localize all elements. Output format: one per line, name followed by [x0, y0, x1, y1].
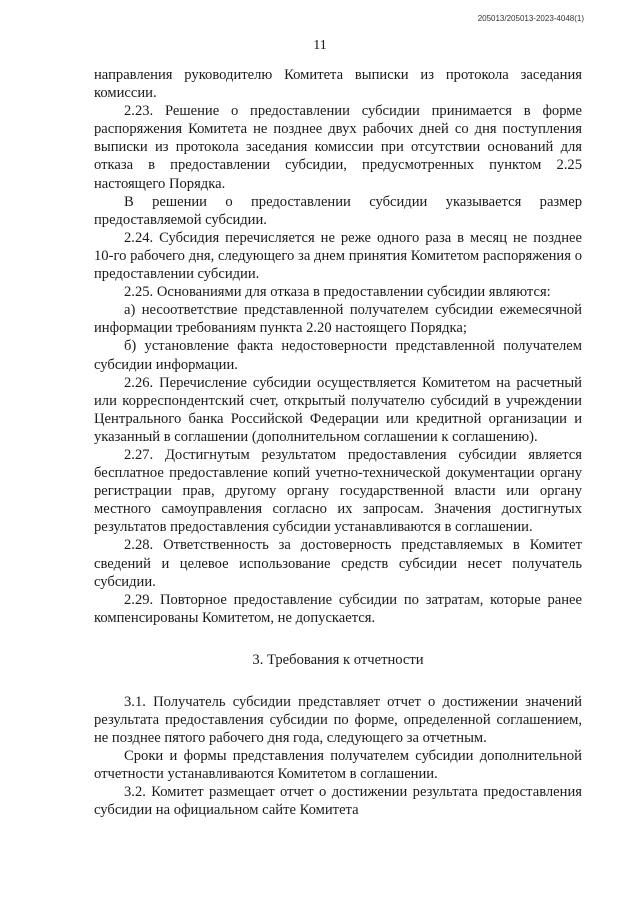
paragraph: Сроки и формы представления получателем субсидии дополнительной отчетности устанавливаются Комитетом в соглашении.	[94, 748, 582, 783]
paragraph: 2.24. Субсидия перечисляется не реже одного раза в месяц не позднее 10-го рабочего дня, следующего за днем принятия Комитетом распоряжения о предоставлении субсидии.	[94, 229, 582, 283]
document-body	[94, 66, 582, 820]
clauses-section-3	[94, 693, 582, 820]
paragraph: 3.1. Получатель субсидии представляет отчет о достижении значений результата предоставления субсидии по форме, определенной соглашением, не позднее пятого рабочего дня года, следующего за отчетным.	[94, 693, 582, 747]
document-id: 205013/205013-2023-4048(1)	[477, 14, 584, 23]
paragraph: 2.25. Основаниями для отказа в предоставлении субсидии являются:	[124, 284, 551, 301]
section-title: 3. Требования к отчетности	[252, 651, 424, 668]
paragraph: 2.26. Перечисление субсидии осуществляется Комитетом на расчетный или корреспондентский счет, открытый получателю субсидий в учреждении Центрального банка Российской Федерации или кредитной организации и указанный в соглашении (дополнительном соглашении к соглашению).	[94, 374, 582, 445]
paragraph: 2.28. Ответственность за достоверность представляемых в Комитет сведений и целевое использование средств субсидии несет получатель субсидии.	[94, 537, 582, 590]
page-number: 11	[313, 38, 327, 53]
paragraph: 2.27. Достигнутым результатом предоставления субсидии является бесплатное предоставление копий учетно-технической документации органу регистрации прав, другому органу государственной власти или органу местного самоуправления согласно их запросам. Значения достигнутых результатов предоставления субсидии устанавливаются в соглашении.	[94, 446, 582, 536]
paragraph: а) несоответствие представленной получателем субсидии ежемесячной информации требованиям пункта 2.20 настоящего Порядка;	[94, 302, 582, 337]
paragraph: 3.2. Комитет размещает отчет о достижении результата предоставления субсидии на официальном сайте Комитета	[94, 784, 582, 819]
paragraph: 2.29. Повторное предоставление субсидии по затратам, которые ранее компенсированы Комитетом, не допускается.	[94, 591, 582, 626]
paragraph: 2.23. Решение о предоставлении субсидии принимается в форме распоряжения Комитета не позднее двух рабочих дней со дня поступления выписки из протокола заседания комиссии при отсутствии оснований для отказа в предоставлении субсидии, предусмотренных пунктом 2.25 настоящего Порядка.	[94, 103, 582, 192]
paragraph: В решении о предоставлении субсидии указывается размер предоставляемой субсидии.	[94, 193, 582, 228]
paragraph: направления руководителю Комитета выписки из протокола заседания комиссии.	[94, 67, 582, 102]
paragraph: б) установление факта недостоверности представленной получателем субсидии информации.	[94, 338, 582, 373]
clauses-section-2	[94, 66, 582, 627]
